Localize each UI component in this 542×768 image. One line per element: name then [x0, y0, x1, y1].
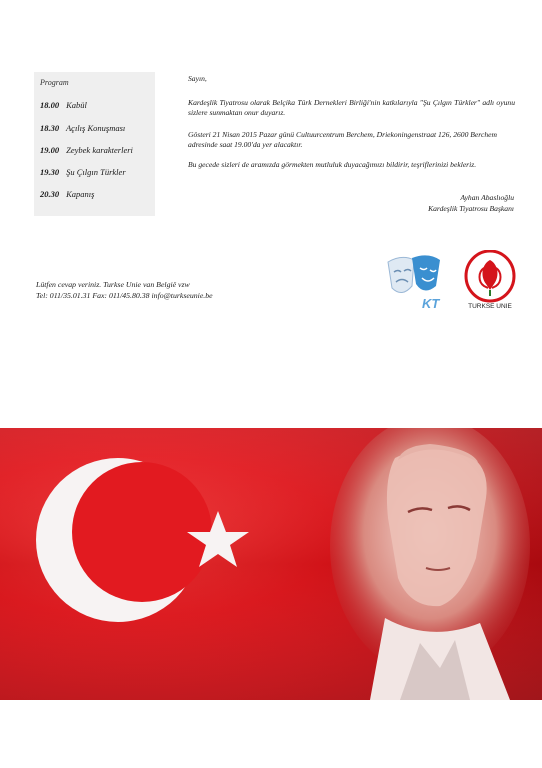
reply-line-1: Lütfen cevap veriniz. Turkse Unie van België vzw	[36, 280, 190, 289]
program-label: Kabül	[66, 100, 87, 110]
letter-paragraph-2: Gösteri 21 Nisan 2015 Pazar günü Cultuurcentrum Berchem, Driekoningenstraat 126, 2600 Berchem adresinde saat 19.00'da yer alacaktır.	[188, 130, 497, 149]
letter-greeting: Sayın,	[188, 74, 207, 83]
program-time: 19.00	[40, 145, 60, 155]
program-time: 18.00	[40, 100, 60, 110]
letter-paragraph-3: Bu gecede sizleri de aramızda görmekten mutluluk duyacağımızı bildirir, teşriflerinizi bekleriz.	[188, 160, 477, 169]
signature-title: Kardeşlik Tiyatrosu Başkanı	[428, 204, 514, 213]
program-label: Açılış Konuşması	[65, 123, 126, 133]
program-title: Program	[40, 78, 69, 87]
program-time: 20.30	[40, 189, 60, 199]
signature-name: Ayhan Abaslıoğlu	[460, 193, 514, 202]
program-label: Zeybek karakterleri	[66, 145, 133, 155]
program-label: Kapanış	[66, 189, 95, 199]
kardeslik-tiyatrosu-logo	[382, 252, 454, 314]
letter-paragraph-1: Kardeşlik Tiyatrosu olarak Belçika Türk Dernekleri Birliği'nin katkılarıyla "Şu Çılgın Türkler" adlı oyunu sizlere sunmaktan onur duyarız.	[188, 98, 515, 117]
program-item	[40, 100, 87, 110]
program-box	[34, 72, 155, 216]
flag-banner	[0, 428, 542, 700]
turkse-unie-logo	[462, 250, 518, 310]
program-time: 18.30	[40, 123, 60, 133]
program-label: Şu Çılgın Türkler	[66, 167, 126, 177]
kt-text: KT	[422, 296, 440, 311]
program-item	[40, 167, 126, 177]
flag-artwork	[0, 428, 542, 700]
turkse-unie-text: TURKSE UNIE	[468, 303, 512, 310]
program-item	[40, 189, 94, 199]
program-item	[40, 123, 125, 133]
program-item	[40, 145, 133, 155]
program-time: 19.30	[40, 167, 60, 177]
reply-line-2: Tel: 011/35.01.31 Fax: 011/45.80.38 info@turkseunie.be	[36, 291, 213, 300]
